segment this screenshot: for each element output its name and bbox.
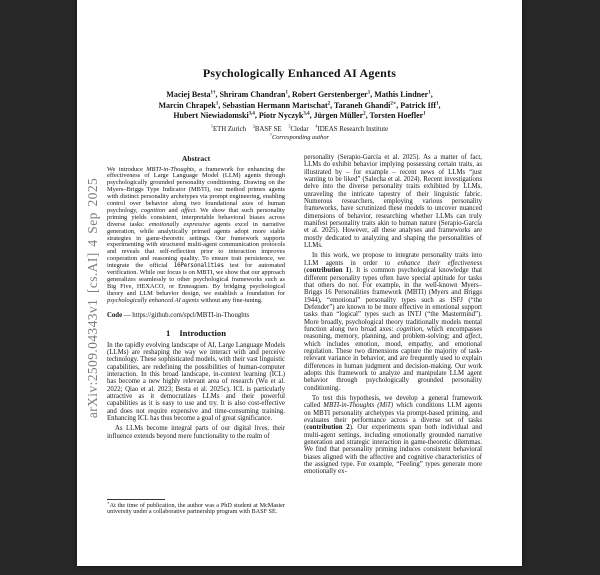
right-paragraph-2: In this work, we propose to integrate personality traits into LLM agents in order to enhance their effectiveness (contribution 1). It is common psychological knowledge that different personality types often have special aptitude for tasks that others do not. For example, in the well-known Myers–Briggs 16 Personalities framework (MBTI) (Myers and Briggs 1944), “emotional” personality types such as ISFJ (“the Defender”) are known to be more effective in emotional support tasks than “logical” types such as INTJ (“the Mastermind”). More broadly, psychological theory traditionally models mental function along two broad axes: cognition, which encompasses reasoning, memory, planning, and problem-solving; and affect, which includes emotion, mood, empathy, and emotional regulation. These two dimensions capture the majority of task-relevant variance in behavior, and are frequently used to explain differences in human judgment and decision-making. Our work adopts this framework to analyze and manipulate LLM agent behavior through psychologically grounded personality conditioning. <box>304 252 482 392</box>
paper-title: Psychologically Enhanced AI Agents <box>202 66 397 80</box>
affiliations-line: $^1$ETH Zurich $^2$BASF SE $^3$Cledar $^4$IDEAS Research Institute <box>210 123 389 133</box>
code-repository-link[interactable]: Code — https://github.com/spcl/MBTI-in-Thoughts <box>107 311 250 319</box>
author-line-2: Marcin Chrapek$^1$, Sebastian Hermann Martschat$^2$, Taraneh Ghandi$^{2∗}$, Patrick Iff$^1$, <box>158 100 441 110</box>
footnote-block <box>107 499 285 516</box>
corresponding-author-note: †Corresponding author <box>269 131 330 141</box>
footnote-rule <box>107 499 165 500</box>
author-line-3: Hubert Niewiadomski$^{3,4}$, Piotr Nyczyk$^{3,4}$, Jürgen Müller$^2$, Torsten Hoefler$^1$ <box>173 111 426 120</box>
footnote-text: ∗At the time of publication, the author was a PhD student at McMaster university under a collaborative partnership program with BASF SE. <box>107 500 285 516</box>
abstract-text: We introduce MBTI-in-Thoughts, a framework for enhancing the effectiveness of Large Language Model (LLM) agents through psychologically grounded personality conditioning. Drawing on the Myers–Briggs Type Indicator (MBTI), our method primes agents with distinct personality archetypes via prompt engineering, enabling control over behavior along two foundational axes of human psychology, cognition and affect. We show that such personality priming yields consistent, interpretable behavioral biases across diverse tasks: emotionally expressive agents excel in narrative generation, while analytically primed agents adopt more stable strategies in game-theoretic settings. Our framework supports experimenting with structured multi-agent communication protocols and reveals that self-reflection prior to interaction improves cooperation and reasoning quality. To ensure trait persistence, we integrate the official 16Personalities test for automated verification. While our focus is on MBTI, we show that our approach generalizes seamlessly to other psychological frameworks such as Big Five, HEXACO, or Enneagram. By bridging psychological theory and LLM behavior design, we establish a foundation for psychologically enhanced AI agents without any fine-tuning. <box>107 165 285 304</box>
right-paragraph-1: personality (Serapio-García et al. 2025). As a matter of fact, LLMs do exhibit behavior implying possessing certain traits, as illustrated by – for example – recent news of LLMs “just wanting to be liked” (Salecha et al. 2024). Recent investigations delve into the diverse personality traits exhibited by LLMs, unraveling the intricate tapestry of their linguistic fabric. Numerous researchers, employing various personality frameworks, have scrutinized these models to uncover nuanced dimensions of behavior, researching whether LLMs can truly manifest personality traits akin to human nature (Serapio-García et al. 2025). However, all these analyses and frameworks are mostly dedicated to analyzing and shaping the personalities of LLMs. <box>304 154 482 250</box>
section-heading-introduction <box>107 328 285 338</box>
paper-page <box>77 0 522 566</box>
section-number: 1 <box>166 327 171 338</box>
author-line-1: Maciej Besta$^{1\dagger}$, Shriram Chandran$^1$, Robert Gerstenberger$^1$, Mathis Lindner$^1$, <box>166 90 433 99</box>
author-block <box>77 90 522 122</box>
intro-paragraph-2: As LLMs become integral parts of our digital lives, their influence extends beyond mere functionality to the realm of <box>107 425 285 440</box>
two-column-body <box>107 154 482 516</box>
right-column <box>304 154 482 516</box>
arxiv-watermark: arXiv:2509.04343v1 [cs.AI] 4 Sep 2025 <box>85 177 100 419</box>
intro-paragraph-1: In the rapidly evolving landscape of AI, Large Language Models (LLMs) are reshaping the way we interact with and perceive technology. These sophisticated models, with their vast linguistic capabilities, are redefining the possibilities of human-computer interaction. In this broad landscape, in-context learning (ICL) has become a new highly relevant area of research (Wu et al. 2022; Qiao et al. 2023; Besta et al. 2025c). ICL is particularly attractive as it democratizes LLMs and their powerful capabilities as it is easy to use and try. It is also cost-effective and does not require expensive and time-consuming training. Enhancing ICL has thus become a goal of great significance. <box>107 341 285 423</box>
section-title: Introduction <box>179 327 226 338</box>
right-paragraph-3: To test this hypothesis, we develop a general framework called MBTI-in-Thoughts (MiT) which conditions LLM agents on MBTI personality archetypes via prompt-based priming, and evaluates their performance across a diverse set of tasks (contribution 2). Our experiments span both individual and multi-agent settings, including emotionally grounded narrative generation and strategic interaction in game-theoretic dilemmas. We find that personality priming induces consistent behavioral biases aligned with the affective and cognitive characteristics of the assigned type. For example, “Feeling” types generate more emotionally ex- <box>304 395 482 476</box>
abstract-heading: Abstract <box>181 154 211 163</box>
left-column <box>107 154 285 516</box>
